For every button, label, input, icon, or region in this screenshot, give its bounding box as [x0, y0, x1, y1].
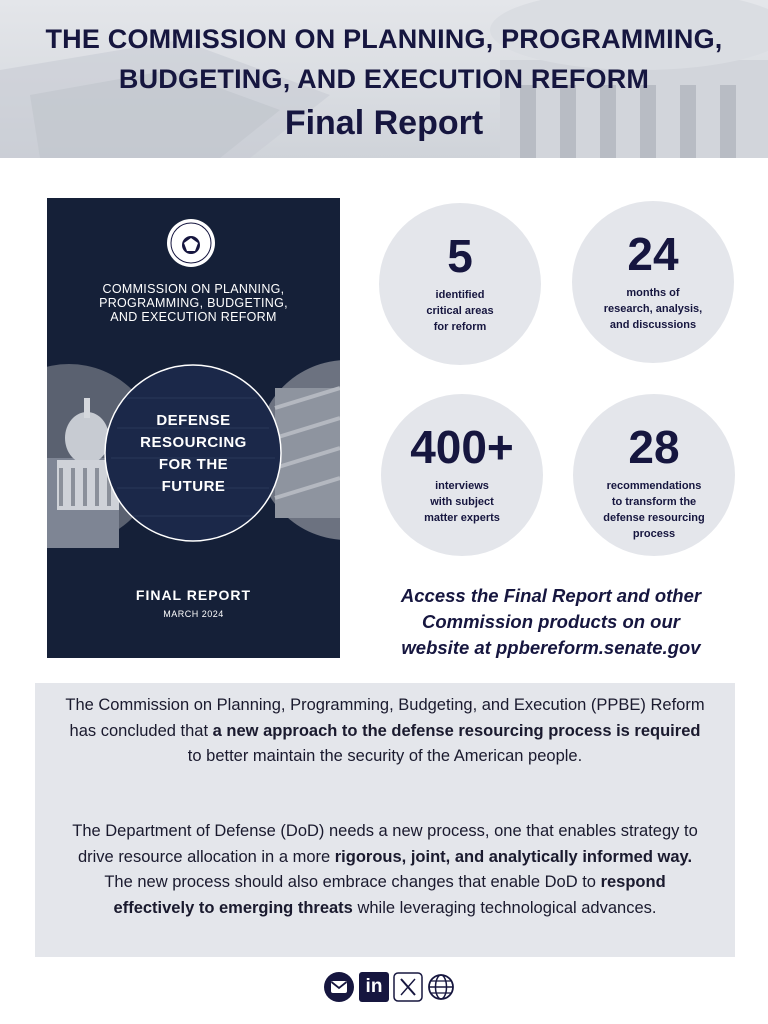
stat-number: 5 [447, 230, 473, 282]
mail-icon[interactable] [324, 972, 354, 1002]
stat-number: 24 [627, 228, 679, 280]
summary-emphasis: rigorous, joint, and analytically informed way. [334, 847, 693, 866]
stat-recommendations [573, 394, 735, 556]
stat-months [572, 201, 734, 363]
stat-line: defense resourcing [603, 512, 705, 524]
stat-description [381, 478, 543, 526]
cover-date: MARCH 2024 [163, 609, 224, 619]
summary-text: The Department of Defense (DoD) needs a new process, one that enables strategy to drive resource allocation in a more [72, 822, 698, 866]
access-website-text [380, 583, 722, 661]
stat-critical-areas [379, 203, 541, 365]
stat-line: for reform [433, 321, 487, 333]
cover-title-line-4: FUTURE [161, 478, 226, 495]
header-title-line-2: BUDGETING, AND EXECUTION REFORM [118, 64, 650, 94]
stat-line: critical areas [426, 305, 494, 317]
stat-line: interviews [435, 480, 489, 492]
cover-final-report-label: FINAL REPORT [135, 587, 252, 603]
summary-paragraph-2 [65, 819, 705, 921]
stat-description [572, 285, 734, 333]
stat-line: and discussions [609, 319, 697, 331]
cover-organization [47, 282, 340, 324]
cover-title [107, 410, 280, 498]
stat-description [379, 287, 541, 335]
stat-description [573, 478, 735, 542]
access-line-3[interactable]: website at ppbereform.senate.gov [401, 637, 701, 658]
access-line-2: Commission products on our [422, 611, 680, 632]
social-links [324, 972, 456, 1004]
stat-line: months of [626, 287, 680, 299]
x-icon[interactable] [393, 972, 423, 1002]
summary-emphasis: a new approach to the defense resourcing process is required [212, 721, 701, 740]
cover-org-line-2: PROGRAMMING, BUDGETING, [99, 296, 288, 310]
stat-number: 28 [628, 421, 680, 473]
summary-text: The Commission on Planning, Programming, Budgeting, and Execution (PPBE) Reform has concluded that [65, 696, 705, 740]
summary-emphasis: respond effectively to emerging threats [113, 873, 666, 917]
access-line-1: Access the Final Report and other [400, 585, 702, 606]
globe-icon[interactable] [426, 972, 456, 1002]
stat-line: matter experts [424, 512, 500, 524]
cover-title-line-1: DEFENSE [156, 412, 231, 429]
linkedin-icon[interactable]: in [359, 972, 389, 1002]
commission-seal-icon [167, 219, 215, 267]
cover-org-line-3: AND EXECUTION REFORM [110, 310, 277, 324]
summary-paragraph-1 [65, 693, 705, 770]
header-subtitle: Final Report [284, 104, 484, 142]
stat-line: recommendations [606, 480, 702, 492]
header-title-line-1: THE COMMISSION ON PLANNING, PROGRAMMING, [45, 24, 723, 54]
stat-line: to transform the [611, 496, 697, 508]
stat-number: 400+ [410, 421, 514, 473]
cover-title-line-3: FOR THE [158, 456, 229, 473]
summary-panel [35, 683, 735, 957]
cover-title-line-2: RESOURCING [140, 434, 247, 451]
stat-interviews [381, 394, 543, 556]
summary-text: to better maintain the security of the American people. [187, 747, 583, 765]
stat-line: process [632, 528, 676, 540]
stat-line: research, analysis, [603, 303, 703, 315]
cover-org-line-1: COMMISSION ON PLANNING, [102, 282, 285, 296]
stat-line: with subject [430, 496, 494, 508]
report-cover [47, 198, 340, 658]
summary-text: while leveraging technological advances. [352, 898, 657, 917]
header-banner [0, 0, 768, 158]
stat-line: identified [435, 289, 485, 301]
summary-text: The new process should also embrace changes that enable DoD to [104, 873, 601, 891]
